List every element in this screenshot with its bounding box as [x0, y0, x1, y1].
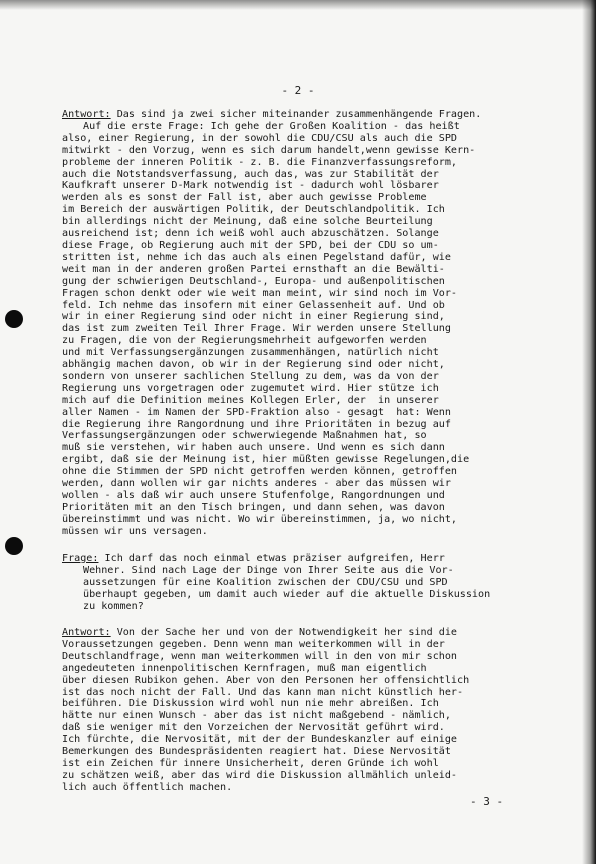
next-page-marker: - 3 -: [470, 795, 504, 808]
text-line: im Bereich der auswärtigen Politik, der Deutschlandpolitik. Ich: [62, 204, 445, 216]
answer-block-2: [62, 627, 562, 794]
text-line: ohne die Stimmen der SPD nicht getroffen werden können, getroffen: [62, 466, 458, 478]
text-line: überhaupt gegeben, um damit auch wieder auf die aktuelle Diskussion: [83, 588, 491, 600]
text-line: stritten ist, nehme ich das auch als einen Pegelstand dafür, wie: [62, 251, 451, 263]
answer-first-line: Antwort: Von der Sache her und von der Notwendigkeit her sind die: [62, 627, 458, 638]
text-line: aller Namen - im Namen der SPD-Fraktion also - gesagt hat: Wenn: [62, 406, 451, 418]
text-line: Ich fürchte, die Nervosität, mit der der Bundeskanzler auf einige: [62, 734, 458, 746]
punch-hole-lower: [5, 537, 23, 555]
text-line: werden als es sonst der Fall ist, aber auch gewisse Probleme: [62, 192, 427, 204]
text-line: ergibt, daß sie der Meinung ist, hier müßten gewisse Regelungen,die: [62, 454, 470, 466]
text-line: ist ein Zeichen für innere Unsicherheit, deren Gründe ich wohl: [62, 757, 439, 769]
page-number: - 2 -: [281, 84, 315, 97]
text-line: weit man in der anderen großen Partei ernsthaft an die Bewälti-: [62, 263, 445, 275]
text-line: daß sie weniger mit den Vorzeichen der Nervosität geführt wird.: [62, 722, 445, 734]
answer-label: Antwort:: [62, 627, 111, 638]
answer-first-line: Antwort: Das sind ja zwei sicher miteinander zusammenhängende Fragen.: [62, 109, 482, 120]
scan-edge-top: [0, 0, 596, 10]
text-line: Auf die erste Frage: Ich gehe der Großen Koalition - das heißt: [83, 120, 460, 132]
text-line: Kaufkraft unserer D-Mark notwendig ist - dadurch wohl lösbarer: [62, 180, 439, 192]
question-block: [62, 553, 562, 613]
text-line: Bemerkungen des Bundespräsidenten reagiert hat. Diese Nervosität: [62, 746, 451, 758]
text-line: zu kommen?: [83, 600, 144, 612]
text-line: Voraussetzungen gegeben. Denn wenn man weiterkommen will in der: [62, 638, 445, 650]
text-line: Prioritäten mit an den Tisch bringen, und dann sehen, was davon: [62, 501, 445, 513]
text-line: hätte nur einen Wunsch - aber das ist nicht maßgebend - nämlich,: [62, 710, 451, 722]
text-line: Wehner. Sind nach Lage der Dinge von Ihrer Seite aus die Vor-: [83, 564, 454, 576]
text-line: Verfassungsergänzungen oder schwerwiegende Maßnahmen hat, so: [62, 430, 427, 442]
text-line: mitwirkt - den Vorzug, wenn es sich darum handelt,wenn gewisse Kern-: [62, 144, 476, 156]
text-line: auch die Notstandsverfassung, auch das, was zur Stabilität der: [62, 168, 439, 180]
text-line: muß sie verstehen, wir haben auch unsere. Und wenn es sich dann: [62, 442, 445, 454]
text-line: das ist zum zweiten Teil Ihrer Frage. Wir werden unsere Stellung: [62, 323, 451, 335]
text-line: diese Frage, ob Regierung auch mit der SPD, bei der CDU so um-: [62, 239, 439, 251]
text-line: lich auch öffentlich machen.: [62, 781, 233, 793]
text-line: über diesen Rubikon gehen. Aber von den Personen her offensichtlich: [62, 674, 470, 686]
text-line: probleme der inneren Politik - z. B. die Finanzverfassungsreform,: [62, 156, 458, 168]
text-line: wollen - als daß wir auch unsere Stufenfolge, Rangordnungen und: [62, 490, 445, 501]
text-line: gung der schwierigen Deutschland-, Europa- und außenpolitischen: [62, 275, 445, 287]
text-line: Regierung uns vorgetragen oder zugemutet wird. Hier stütze ich: [62, 382, 439, 394]
answer-label: Antwort:: [62, 109, 111, 120]
text-line: müssen wir uns versagen.: [62, 525, 208, 537]
text-line: zu Fragen, die von der Regierungsmehrheit aufgeworfen werden: [62, 335, 427, 347]
question-first-line: Frage: Ich darf das noch einmal etwas präziser aufgreifen, Herr: [62, 553, 445, 564]
text-line: die Regierung ihre Rangordnung und ihre Prioritäten in bezug auf: [62, 418, 451, 430]
text-line: beiführen. Die Diskussion wird wohl nun nie mehr abreißen. Ich: [62, 698, 439, 710]
text-line: zu schätzen weiß, aber das wird die Diskussion allmählich unleid-: [62, 769, 458, 781]
answer-block-1: [62, 109, 562, 538]
text-line: also, einer Regierung, in der sowohl die CDU/CSU als auch die SPD: [62, 132, 458, 144]
text-line: Fragen schon denkt oder wie weit man meint, wir sind noch im Vor-: [62, 287, 458, 299]
question-label: Frage:: [62, 553, 99, 564]
text-line: aussetzungen für eine Koalition zwischen der CDU/CSU und SPD: [83, 576, 448, 588]
text-line: bin allerdings nicht der Meinung, daß eine solche Beurteilung: [62, 216, 433, 228]
text-line: und mit Verfassungsergänzungen zusammenhängen, natürlich nicht: [62, 347, 439, 359]
text-line: wir in einer Regierung sind oder nicht in einer Regierung sind,: [62, 311, 445, 323]
text-line: ausreichend ist; denn ich weiß wohl auch abzuschätzen. Solange: [62, 228, 439, 240]
text-line: abhängig machen davon, ob wir in der Regierung sind oder nicht,: [62, 359, 445, 371]
text-line: Deutschlandfrage, wenn man weiterkommen will in den von mir schon: [62, 650, 458, 662]
text-line: angedeuteten innenpolitischen Kernfragen, muß man eigentlich: [62, 662, 427, 674]
text-line: werden, dann wollen wir gar nichts anderes - aber das müssen wir: [62, 478, 451, 490]
text-line: ist das noch nicht der Fall. Und das kann man nicht künstlich her-: [62, 686, 464, 698]
text-line: mich auf die Definition meines Kollegen Erler, der in unserer: [62, 394, 439, 406]
text-line: feld. Ich nehme das insofern mit einer Gelassenheit auf. Und ob: [62, 299, 445, 311]
text-line: übereinstimmt und was nicht. Wo wir übereinstimmen, ja, wo nicht,: [62, 513, 458, 525]
text-line: sondern von unserer sachlichen Stellung zu dem, was da von der: [62, 370, 439, 382]
scan-edge-right: [582, 0, 596, 864]
punch-hole-upper: [5, 310, 23, 328]
